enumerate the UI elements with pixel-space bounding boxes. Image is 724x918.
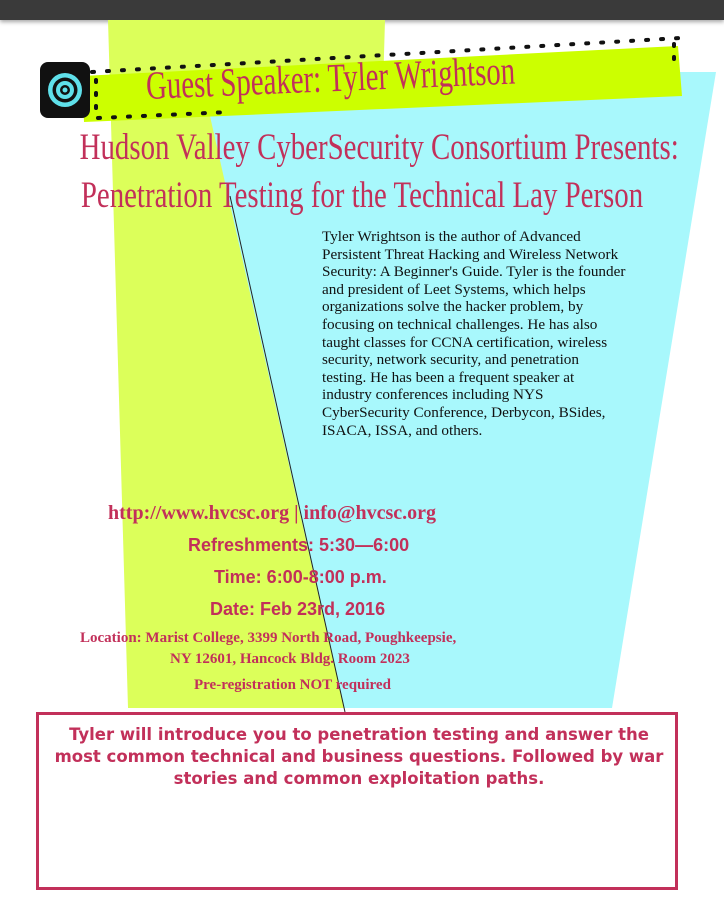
time-info: Time: 6:00-8:00 p.m. <box>214 567 387 587</box>
speaker-bio: Tyler Wrightson is the author of Advanced Persistent Threat Hacking and Wireless Network Security: A Beginner's Guide. Tyler is the founder and president of Leet Systems, which helps organizations solve the hacker problem, by focusing on technical challenges. He has also taught classes for CCNA certification, wireless security, network security, and penetration testing. He has been a frequent speaker at industry conferences including NYS CyberSecurity Conference, Derbycon, BSides, ISACA, ISSA, and others. <box>322 228 626 439</box>
location-line-2: NY 12601, Hancock Bldg. Room 2023 <box>170 651 410 667</box>
refreshments-info: Refreshments: 5:30—6:00 <box>188 535 410 555</box>
speaker-heading: Guest Speaker: Tyler Wrightson <box>145 47 516 108</box>
target-icon <box>40 62 90 118</box>
talk-title: Penetration Testing for the Technical Lay Person <box>80 175 644 216</box>
organization-heading: Hudson Valley CyberSecurity Consortium Presents: <box>79 127 679 168</box>
summary-text: Tyler will introduce you to penetration testing and answer the most common technical and business questions. Followed by war stories and common exploitation paths. <box>54 725 664 788</box>
date-info: Date: Feb 23rd, 2016 <box>210 599 386 619</box>
location-line-1: Location: Marist College, 3399 North Road, Poughkeepsie, <box>80 630 457 646</box>
contact-links[interactable]: http://www.hvcsc.org | info@hvcsc.org <box>108 502 436 524</box>
registration-note: Pre-registration NOT required <box>194 677 391 693</box>
